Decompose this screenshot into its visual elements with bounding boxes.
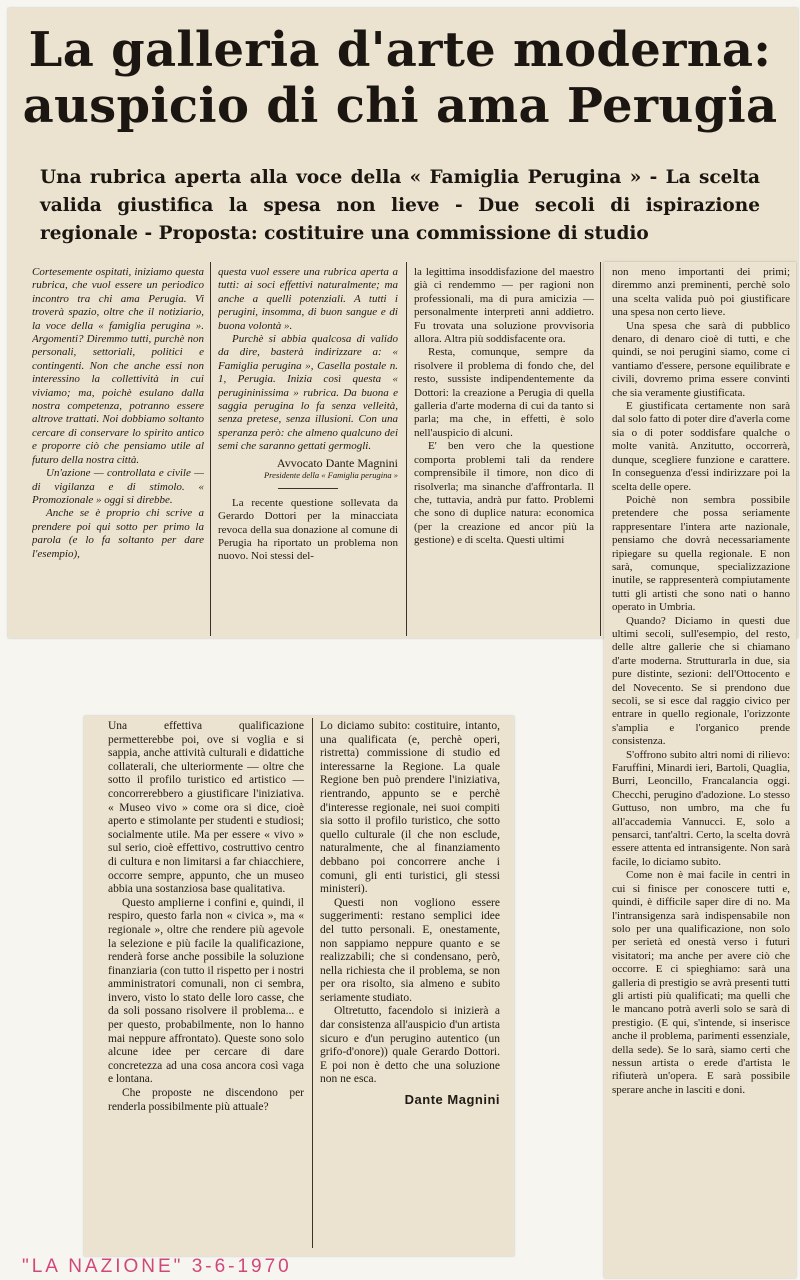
column-divider (406, 262, 407, 636)
article-column-5 (108, 720, 304, 1252)
intro-paragraph: Un'azione — controllata e civile — di vigilanza e di stimolo. « Promozionale » oggi si direbbe. (32, 467, 204, 506)
article-column-6 (320, 720, 500, 1252)
article-paragraph: Questo amplierne i confini e, quindi, il respiro, questo farla non « civica », ma « regionale », oltre che rendere più agevole la selezione e più facile la qualificazione, renderà forse anche possibile la soluzione finanziaria (con tutto il rispetto per i nostri amministratori comunali, non ci sembra, invero, visto lo stato delle loro casse, che da soli possano risolvere il problema... e per questo, probabilmente, non lo hanno mai neppure affrontato). Queste sono solo alcune idee per cercare di dare concretezza ad una cosa ancora così vaga e lontana. (108, 896, 304, 1086)
article-paragraph: S'offrono subito altri nomi di rilievo: Faruffini, Minardi ieri, Bartoli, Quaglia, Burri, Leoncillo, Francalancia oggi. Checchi, perugino d'adozione. Lo stesso Guttuso, non umbro, ma che fu all'accademia Vannucci. E, solo a pensarci, tant'altri. Certo, la scelta dovrà essere attenta ed intransigente. Non sarà facile, lo diciamo subito. (612, 748, 790, 868)
article-paragraph: E' ben vero che la questione comporta problemi tali da rendere comprensibile il timore, non dico di risolverla; ma sinanche d'affrontarla. Il che, tuttavia, andrà pur fatto. Problemi che sono di duplice natura: economica (per la creazione ed ancor più la gestione) e di scelta. Questi ultimi (414, 440, 594, 547)
intro-paragraph: questa vuol essere una rubrica aperta a tutti: ai soci effettivi naturalmente; ma anche a quelli potenziali. A tutti i perugini, insomma, di buon sangue e di buona volontà ». (218, 266, 398, 332)
article-paragraph: Quando? Diciamo in questi due ultimi secoli, sull'esempio, del resto, delle altre gallerie che si chiamano d'arte moderna. Strutturarla in due, sia pure distinte, sezioni: dell'Ottocento e del Novecento. Se si prendono due secoli, se si esce dal raggio civico per entrare in quello regionale, l'orizzonte s'amplia e l'organico prende consistenza. (612, 614, 790, 748)
article-paragraph: La recente questione sollevata da Gerardo Dottori per la minacciata revoca della sua donazione al comune di Perugia ha riportato un problema non nuovo. Noi stessi del- (218, 496, 398, 563)
headline: La galleria d'arte moderna: auspicio di chi ama Perugia (22, 22, 778, 134)
article-paragraph: Oltretutto, facendolo si inizierà a dar consistenza all'auspicio d'un artista sicuro e d'un perugino autentico (un grifo-d'onore)) quale Gerardo Dottori. E poi non è detto che una soluzione non ne esca. (320, 1005, 500, 1086)
intro-signature: Avvocato Dante Magnini (276, 455, 398, 470)
article-paragraph: la legittima insoddisfazione del maestro già ci rendemmo — per ragioni non professionali, ma di pura amicizia — personalmente interpreti anni addietro. Fu trovata una soluzione provvisoria allora. Altra più soddisfacente ora. (414, 266, 594, 346)
article-paragraph: non meno importanti dei primi; diremmo anzi preminenti, perchè solo una scelta valida può poi giustificare una spesa non certo lieve. (612, 266, 790, 319)
article-paragraph: E giustificata certamente non sarà dal solo fatto di poter dire d'averla come sia o di poter soddisfare qualche o molte vanità. Anzitutto, occorrerà, dunque, scegliere funzione e carattere. In conseguenza d'essi indirizzare poi la scelta delle opere. (612, 400, 790, 493)
article-paragraph: Poichè non sembra possibile pretendere che possa seriamente rappresentare l'intera arte nazionale, pensiamo che dovrà necessariamente ripiegare su quella regionale. E non sarà, comunque, specializzazione inutile, se rappresenterà compiutamente tutti gli artisti che sono nati o hanno operato in Umbria. (612, 493, 790, 614)
section-separator (278, 488, 338, 489)
article-paragraph: Resta, comunque, sempre da risolvere il problema di fondo che, del resto, sussiste indipendentemente da Dottori: la creazione a Perugia di quella galleria d'arte moderna di cui da tanto si parla; ma che, in effetti, è solo nell'auspicio di alcuni. (414, 346, 594, 439)
article-byline: Dante Magnini (404, 1092, 500, 1108)
article-paragraph: Lo diciamo subito: costituire, intanto, una qualificata (e, perchè operi, ristretta) commissione di studio ed interessarne la Regione. La quale Regione ben può prendere l'iniziativa, rientrando, appunto se e perchè d'interesse regionale, nei suoi compiti sia sotto il profilo turistico, che sotto quello culturale (il che non esclude, naturalmente, che al finanziamento debbano poi concorrere anche i comuni, gli enti turistici, gli stessi ministeri). (320, 720, 500, 896)
subheadline: Una rubrica aperta alla voce della « Famiglia Perugina » - La scelta valida giustifica la spesa non lieve - Due secoli di ispirazione regionale - Proposta: costituire una commissione di studio (40, 167, 760, 244)
article-column-3 (414, 266, 594, 636)
article-column-4 (612, 266, 790, 1276)
article-paragraph: Che proposte ne discendono per renderla possibilmente più attuale? (108, 1087, 304, 1113)
article-paragraph: Una effettiva qualificazione permetterebbe poi, ove si voglia e si sappia, anche attività culturali e didattiche collaterali, che ulteriormente — oltre che sotto il profilo turistico ed artistico — concorrerebbero a giustificare l'iniziativa. « Museo vivo » come ora si dice, cioè aperto e stimolante per studenti e studiosi; socialmente utile. Ma per essere « vivo » sul serio, cioè effettivo, costruttivo centro di cultura e non limitarsi a far chiacchiere, occorre sempre, appunto, che un museo abbia una sostanziosa base qualitativa. (108, 720, 304, 896)
column-divider (312, 718, 313, 1248)
column-divider (600, 262, 601, 636)
article-paragraph: Come non è mai facile in centri in cui si finisce per conoscere tutti e, quindi, è difficile saper dire di no. Ma l'intransigenza sarà indispensabile non solo per una qualificazione, non solo per serietà ed onestà verso i futuri visitatori; ma anche per avere ciò che occorre. E ci spieghiamo: sarà una galleria di prestigio se avrà presenti tutti gli artisti più qualificati; ma quelli che le mancano potrà averli solo se sarà di prestigio. (E qui, s'intende, si inserisce anche il problema, parimenti essenziale, della sede). Se lo sarà, siamo certi che nessun artista o erede d'artista le rifiuterà un'opera. E sarà possibile sperare anche in lasciti e doni. (612, 869, 790, 1096)
intro-paragraph: Anche se è proprio chi scrive a prendere poi qui sotto per primo la parola (e lo fa soltanto per dare l'esempio), (32, 507, 204, 560)
intro-column-2 (218, 266, 398, 636)
source-note: "LA NAZIONE" 3-6-1970 (22, 1256, 292, 1277)
intro-column-1 (32, 266, 204, 636)
column-divider (210, 262, 211, 636)
intro-paragraph: Cortesemente ospitati, iniziamo questa rubrica, che vuol essere un periodico incontro tra chi ama Perugia. Vi troverà spazio, oltre che il notiziario, la voce della « famiglia perugina ». Argomenti? Diremmo tutti, purchè non personali, settoriali, politici e contingenti. Non che anche essi non interessino la collettività in cui viviamo; ma, poichè esulano dalla nostra competenza, potranno essere altrove trattati. Noi dobbiamo soltanto cercare di conservare lo spirito antico e proporre ciò che pensiamo utile al futuro della nostra città. (32, 266, 204, 466)
article-paragraph: Questi non vogliono essere suggerimenti: restano semplici idee del tutto personali. E, onestamente, non sappiamo neppure quanto e se realizzabili; che si condensano, però, nella richiesta che il problema, se non per ora risolto, sia almeno e subito seriamente studiato. (320, 896, 500, 1004)
intro-signature-role: Presidente della « Famiglia perugina » (263, 469, 398, 480)
intro-paragraph: Purchè si abbia qualcosa di valido da dire, basterà indirizzare a: « Famiglia perugina », Casella postale n. 1, Perugia. Inizia così questa « perugininissima » rubrica. Da buona e saggia perugina lo fa senza velleità, senza pretese, senza illusioni. Con una speranza però: che almeno qualcuno dei semi che saranno gettati germogli. (218, 333, 398, 453)
article-paragraph: Una spesa che sarà di pubblico denaro, di denaro cioè di tutti, e che quindi, se noi perugini siamo, come ci vantiamo d'essere, persone equilibrate e civili, dovremo prima essere convinti che sia veramente giustificata. (612, 319, 790, 399)
